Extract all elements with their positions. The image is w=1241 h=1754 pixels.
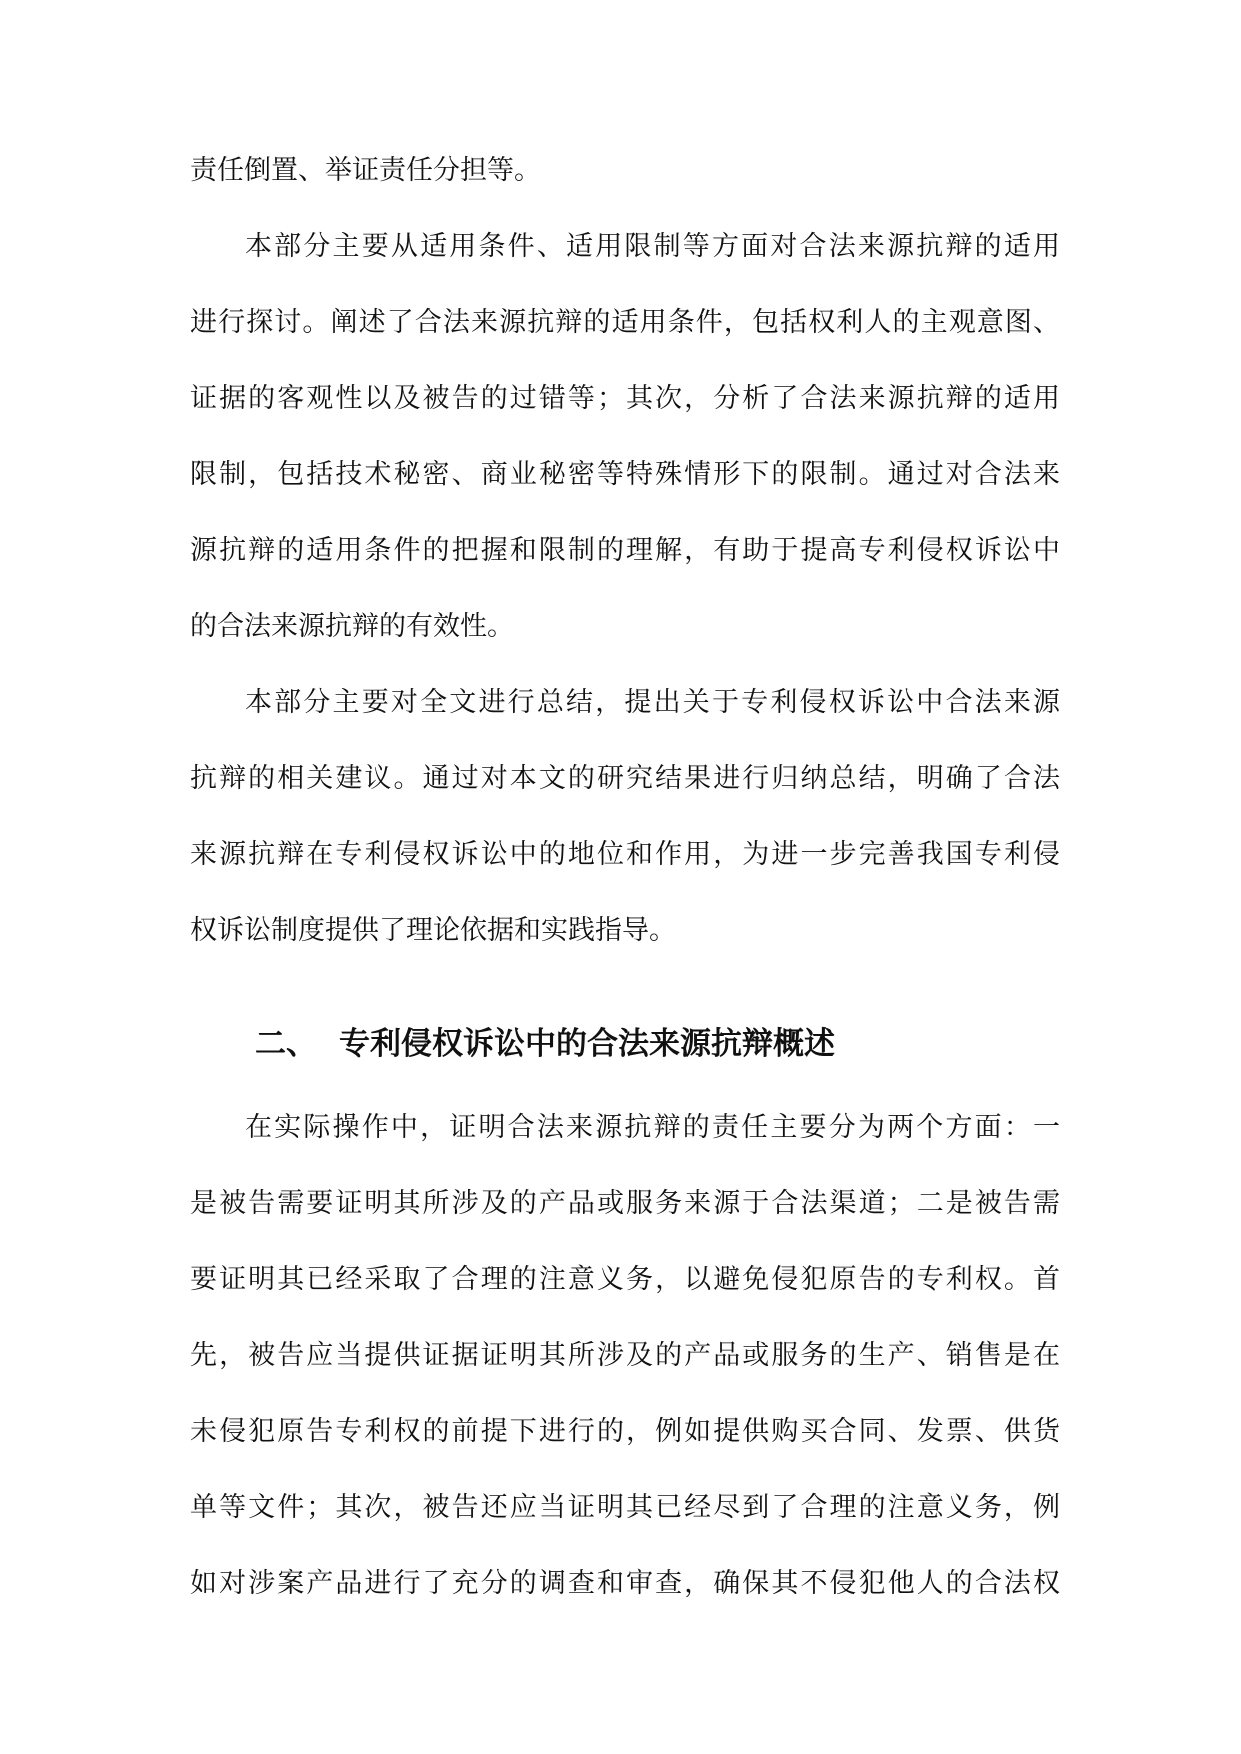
section-title: 专利侵权诉讼中的合法来源抗辩概述 [339,1026,835,1062]
paragraph-line: 源抗辩的适用条件的把握和限制的理解，有助于提高专利侵权诉讼中 [190,535,1060,566]
paragraph-line: 抗辩的相关建议。通过对本文的研究结果进行归纳总结，明确了合法 [190,763,1060,794]
paragraph-line: 的合法来源抗辩的有效性。 [190,611,514,642]
paragraph-line: 本部分主要对全文进行总结，提出关于专利侵权诉讼中合法来源 [245,687,1060,718]
section-number: 二、 [255,1026,317,1062]
paragraph-line: 权诉讼制度提供了理论依据和实践指导。 [190,915,676,946]
paragraph-line: 如对涉案产品进行了充分的调查和审查，确保其不侵犯他人的合法权 [190,1568,1060,1599]
paragraph-line: 未侵犯原告专利权的前提下进行的，例如提供购买合同、发票、供货 [190,1416,1060,1447]
paragraph-line: 先，被告应当提供证据证明其所涉及的产品或服务的生产、销售是在 [190,1340,1060,1371]
paragraph-line: 限制，包括技术秘密、商业秘密等特殊情形下的限制。通过对合法来 [190,459,1060,490]
paragraph-line: 单等文件；其次，被告还应当证明其已经尽到了合理的注意义务，例 [190,1492,1060,1523]
paragraph-line: 来源抗辩在专利侵权诉讼中的地位和作用，为进一步完善我国专利侵 [190,839,1060,870]
paragraph-line: 在实际操作中，证明合法来源抗辩的责任主要分为两个方面：一 [245,1112,1060,1143]
paragraph-line: 进行探讨。阐述了合法来源抗辩的适用条件，包括权利人的主观意图、 [190,307,1060,338]
paragraph-line: 证据的客观性以及被告的过错等；其次，分析了合法来源抗辩的适用 [190,383,1060,414]
paragraph-line: 要证明其已经采取了合理的注意义务，以避免侵犯原告的专利权。首 [190,1264,1060,1295]
paragraph-line: 责任倒置、举证责任分担等。 [190,155,541,186]
paragraph-line: 本部分主要从适用条件、适用限制等方面对合法来源抗辩的适用 [245,231,1060,262]
paragraph-line: 是被告需要证明其所涉及的产品或服务来源于合法渠道；二是被告需 [190,1188,1060,1219]
section-heading [255,1014,835,1074]
